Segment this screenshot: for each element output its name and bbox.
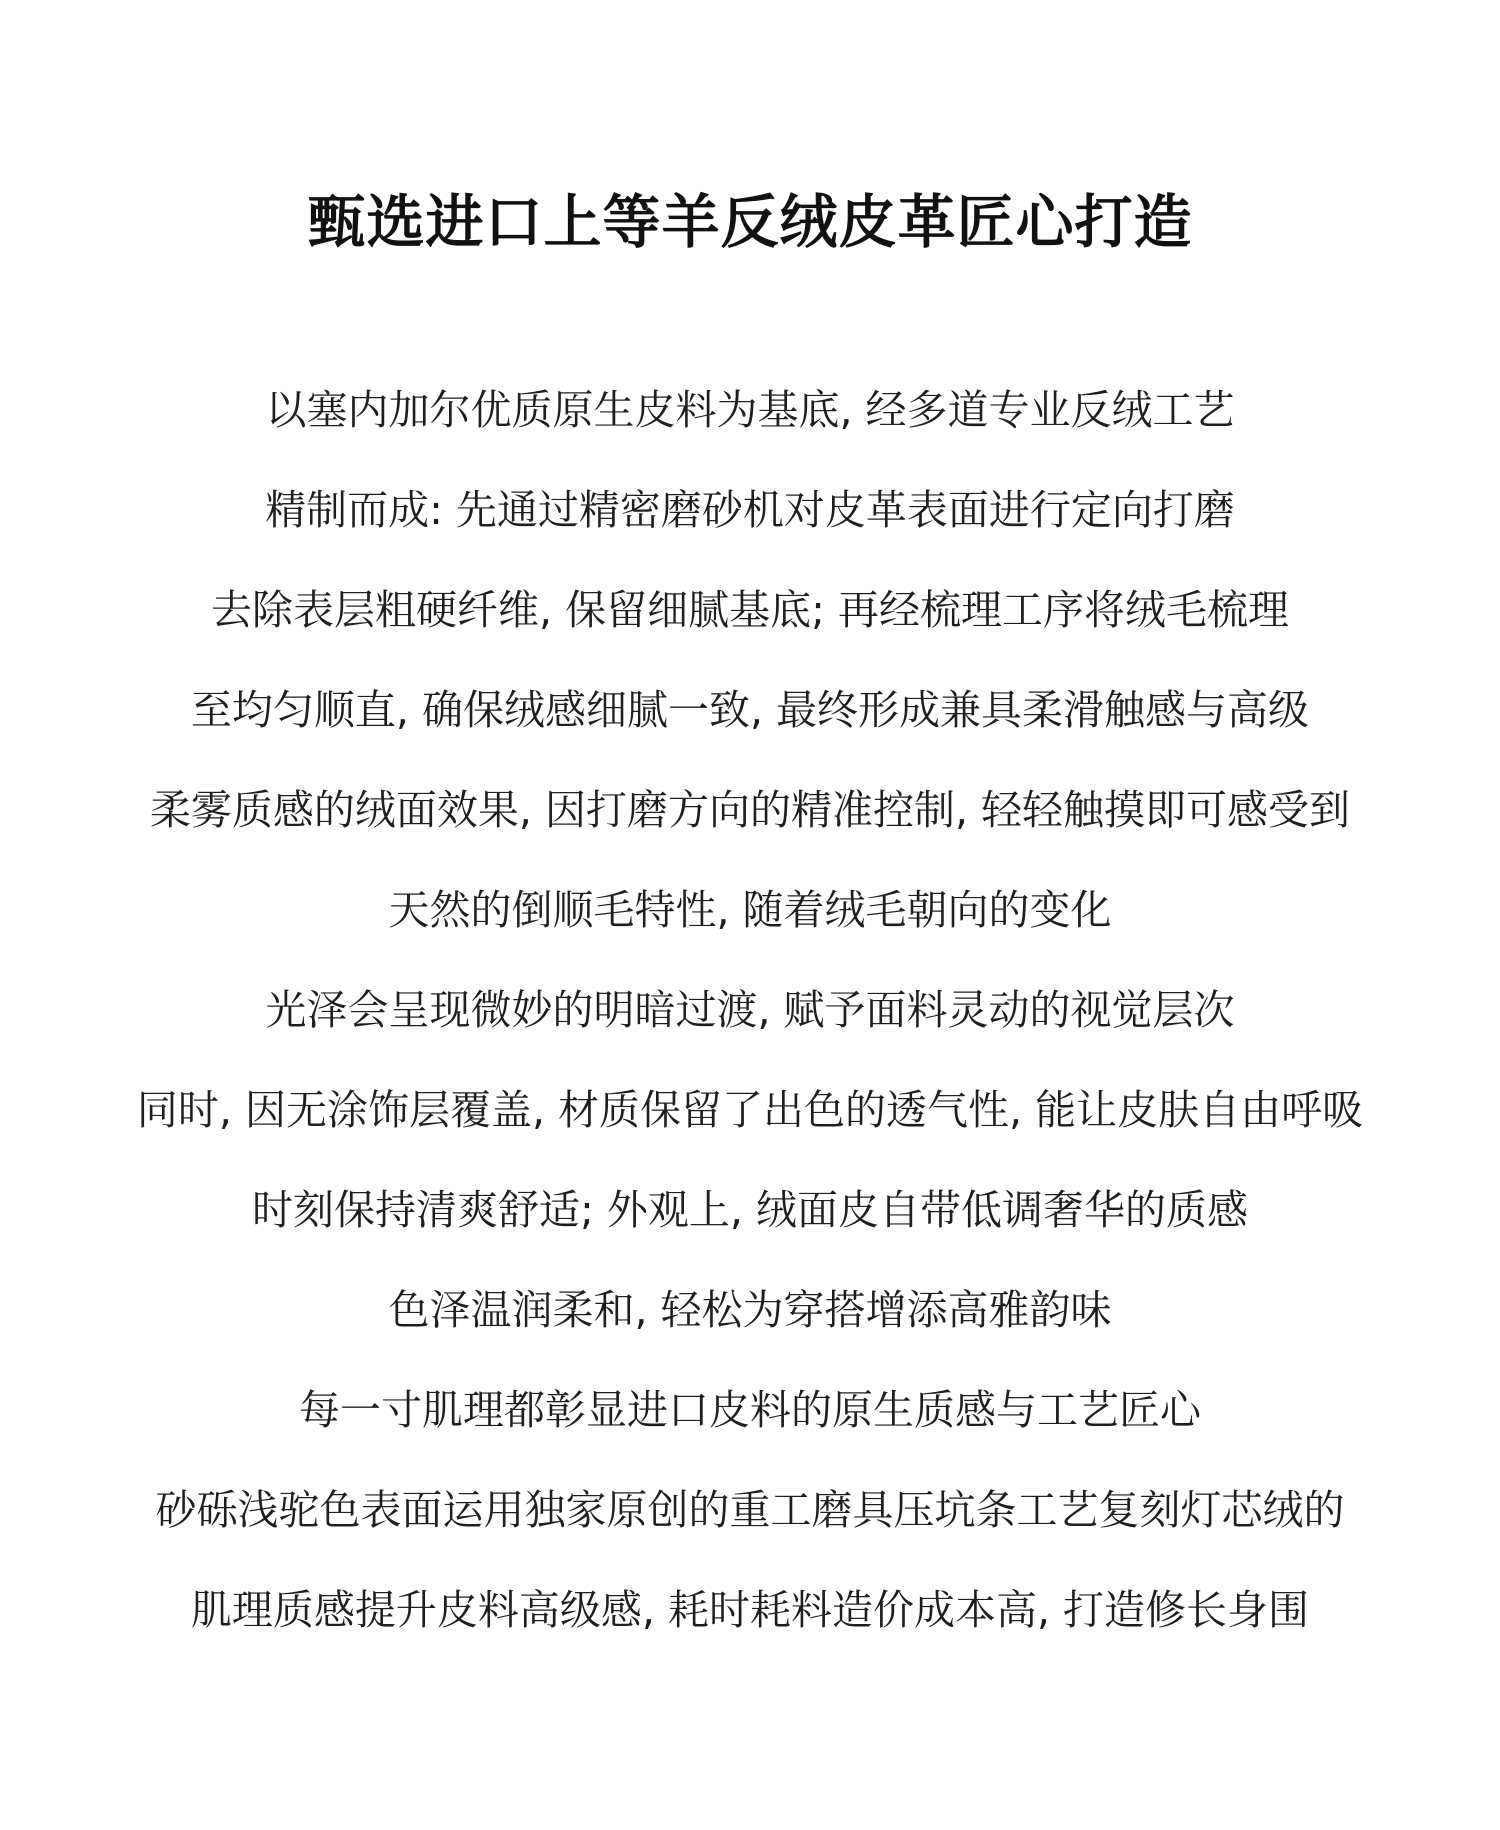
body-line: 同时, 因无涂饰层覆盖, 材质保留了出色的透气性, 能让皮肤自由呼吸 — [136, 1086, 1364, 1134]
page-title: 甄选进口上等羊反绒皮革匠心打造 — [307, 188, 1193, 256]
body-line: 至均匀顺直, 确保绒感细腻一致, 最终形成兼具柔滑触感与高级 — [190, 686, 1310, 734]
body-text — [0, 382, 1500, 1682]
body-line: 砂砾浅驼色表面运用独家原创的重工磨具压坑条工艺复刻灯芯绒的 — [155, 1486, 1345, 1534]
body-line: 天然的倒顺毛特性, 随着绒毛朝向的变化 — [388, 886, 1112, 934]
body-line: 柔雾质感的绒面效果, 因打磨方向的精准控制, 轻轻触摸即可感受到 — [149, 786, 1351, 834]
body-line: 肌理质感提升皮料高级感, 耗时耗料造价成本高, 打造修长身围 — [190, 1586, 1310, 1634]
body-line: 每一寸肌理都彰显进口皮料的原生质感与工艺匠心 — [299, 1386, 1201, 1434]
body-line: 时刻保持清爽舒适; 外观上, 绒面皮自带低调奢华的质感 — [252, 1186, 1248, 1234]
body-line: 光泽会呈现微妙的明暗过渡, 赋予面料灵动的视觉层次 — [265, 986, 1235, 1034]
body-line: 色泽温润柔和, 轻松为穿搭增添高雅韵味 — [388, 1286, 1112, 1334]
body-line: 以塞内加尔优质原生皮料为基底, 经多道专业反绒工艺 — [265, 386, 1235, 434]
body-line: 精制而成: 先通过精密磨砂机对皮革表面进行定向打磨 — [265, 486, 1235, 534]
body-line: 去除表层粗硬纤维, 保留细腻基底; 再经梳理工序将绒毛梳理 — [211, 586, 1289, 634]
